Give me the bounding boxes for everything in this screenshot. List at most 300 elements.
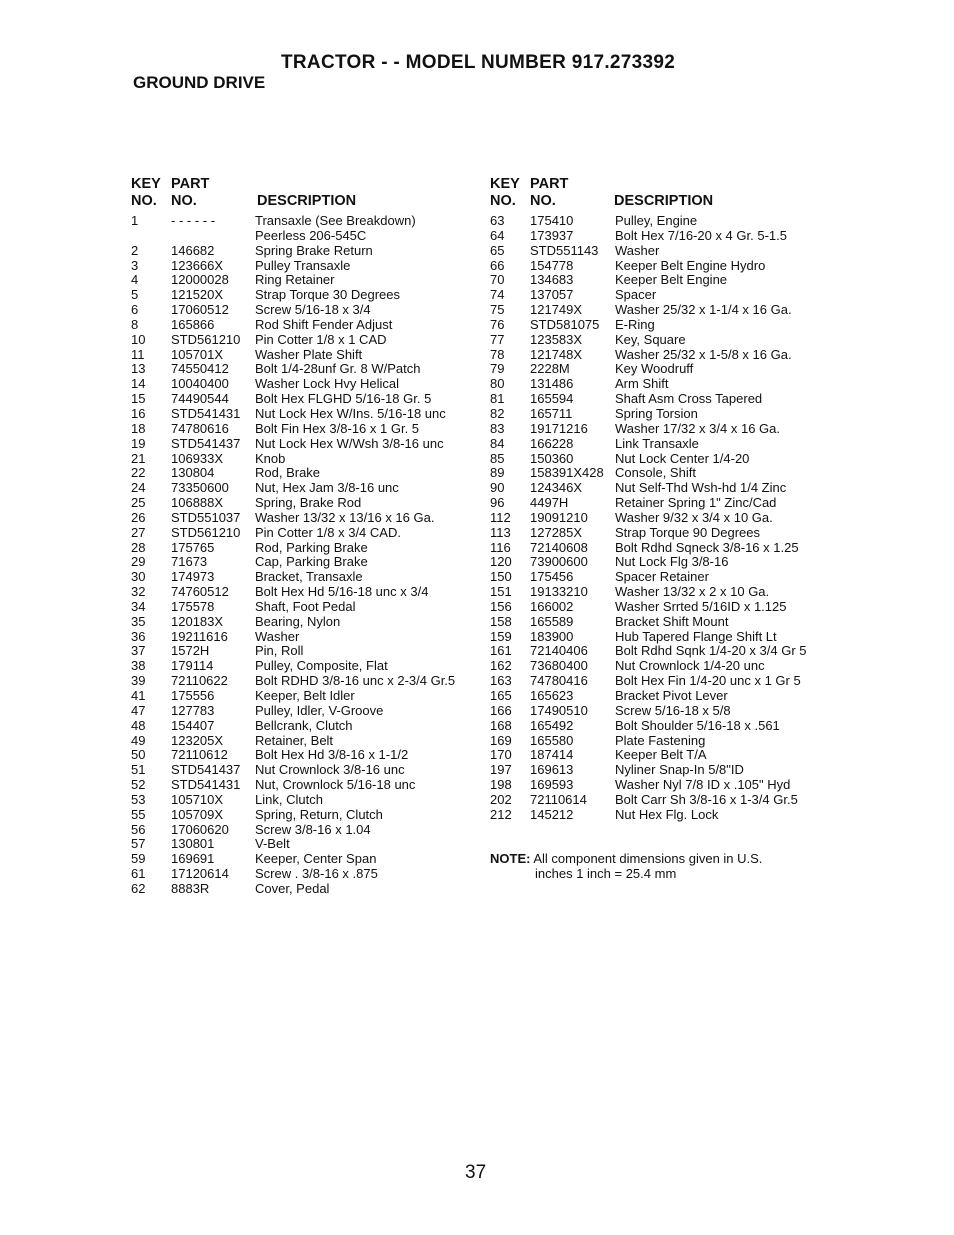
description-header: DESCRIPTION [257, 193, 357, 209]
part-description: Screw 5/16-18 x 3/4 [255, 302, 371, 318]
key-number: 75 [490, 302, 505, 318]
part-description: Nut Lock Center 1/4-20 [615, 450, 750, 466]
part-row [131, 541, 476, 556]
part-row [131, 778, 476, 793]
part-row [131, 259, 476, 274]
key-number: 14 [131, 376, 146, 392]
part-row [131, 452, 476, 467]
part-description: Pin Cotter 1/8 x 3/4 CAD. [255, 524, 401, 540]
key-number: 202 [490, 791, 512, 807]
part-row [490, 734, 825, 749]
part-number: 106888X [171, 495, 224, 511]
key-header-bottom: NO. [131, 193, 157, 209]
part-number: 175456 [530, 569, 574, 585]
part-row [490, 496, 825, 511]
part-header-bottom: NO. [171, 193, 197, 209]
key-number: 82 [490, 405, 505, 421]
part-description: Shaft, Foot Pedal [255, 598, 356, 614]
part-number: 106933X [171, 450, 224, 466]
part-row [490, 555, 825, 570]
part-description: Link Transaxle [615, 435, 699, 451]
part-number: - - - - - - [171, 213, 216, 228]
part-number: 165623 [530, 688, 574, 703]
note-line-1: All component dimensions given in U.S. [533, 851, 763, 866]
part-row [131, 348, 476, 363]
part-description: Keeper Belt Engine [615, 272, 728, 288]
part-description: Washer 25/32 x 1-1/4 x 16 Ga. [615, 302, 792, 318]
part-number: 105709X [171, 806, 224, 822]
part-number: 146682 [171, 242, 215, 258]
part-description: Pulley, Idler, V-Groove [255, 702, 384, 718]
key-number: 74 [490, 287, 505, 303]
part-number: 74780416 [530, 673, 588, 689]
page-title: TRACTOR - - MODEL NUMBER 917.273392 [281, 52, 676, 73]
description-header: DESCRIPTION [614, 193, 714, 209]
key-number: 21 [131, 450, 146, 466]
part-number: STD581075 [530, 316, 600, 332]
key-number: 77 [490, 331, 505, 347]
key-number: 168 [490, 717, 512, 733]
part-number: 8883R [171, 880, 210, 896]
part-number: 127285X [530, 524, 583, 540]
part-number: STD561210 [171, 524, 241, 540]
part-number: 4497H [530, 495, 569, 511]
part-row [131, 511, 476, 526]
part-description: Washer 9/32 x 3/4 x 10 Ga. [615, 509, 773, 525]
key-number: 62 [131, 880, 146, 896]
part-number: 1572H [171, 643, 210, 659]
part-description: Washer 13/32 x 2 x 10 Ga. [615, 584, 770, 600]
key-number: 84 [490, 435, 505, 451]
part-description: Keeper Belt Engine Hydro [615, 257, 766, 273]
part-description: Bellcrank, Clutch [255, 717, 353, 733]
part-number: 131486 [530, 376, 574, 392]
part-number: 165711 [530, 405, 573, 421]
key-number: 48 [131, 717, 146, 733]
part-row [131, 273, 476, 288]
key-number: 85 [490, 450, 505, 466]
part-row [131, 852, 476, 867]
key-number: 4 [131, 272, 139, 288]
key-number: 57 [131, 836, 146, 852]
part-number: 127783 [171, 702, 215, 718]
part-number: 74490544 [171, 391, 229, 407]
part-description: Console, Shift [615, 465, 696, 481]
part-row [490, 259, 825, 274]
part-number: 17060512 [171, 302, 229, 318]
part-number: STD551037 [171, 509, 241, 525]
part-number: 166228 [530, 435, 574, 451]
part-row [490, 659, 825, 674]
part-number: 72140406 [530, 643, 588, 659]
part-row [490, 422, 825, 437]
part-description: Rod, Brake [255, 465, 321, 481]
part-row [131, 644, 476, 659]
key-number: 28 [131, 539, 146, 555]
part-number: 74760512 [171, 584, 229, 600]
key-header-top: KEY [131, 176, 161, 192]
part-number: STD541437 [171, 762, 241, 778]
key-number: 22 [131, 465, 146, 481]
part-number: 145212 [530, 806, 574, 822]
part-number: 19171216 [530, 420, 588, 436]
part-row [490, 793, 825, 808]
part-number: STD541431 [171, 405, 241, 421]
key-number: 6 [131, 302, 139, 318]
dimension-note [490, 851, 762, 881]
part-description: Bearing, Nylon [255, 613, 341, 629]
part-description: Bolt Carr Sh 3/8-16 x 1-3/4 Gr.5 [615, 791, 798, 807]
part-number: 73680400 [530, 658, 588, 674]
part-number: 174973 [171, 569, 215, 585]
key-number: 41 [131, 688, 146, 703]
part-description: Washer 17/32 x 3/4 x 16 Ga. [615, 420, 780, 436]
part-description: Strap Torque 30 Degrees [255, 287, 401, 303]
key-number: 65 [490, 242, 505, 258]
key-number: 169 [490, 732, 512, 748]
part-row [131, 377, 476, 392]
key-number: 38 [131, 658, 146, 674]
part-row [490, 303, 825, 318]
part-row [490, 318, 825, 333]
part-description: Nyliner Snap-In 5/8"ID [615, 762, 744, 778]
part-description: Bolt Shoulder 5/16-18 x .561 [615, 717, 780, 733]
part-description: Bracket, Transaxle [255, 569, 363, 585]
part-number: 179114 [171, 658, 214, 674]
part-description: Washer 25/32 x 1-5/8 x 16 Ga. [615, 346, 792, 362]
part-row [131, 630, 476, 645]
part-description: Bolt RDHD 3/8-16 unc x 2-3/4 Gr.5 [255, 673, 456, 689]
part-description: Plate Fastening [615, 732, 706, 748]
key-number: 11 [131, 346, 145, 362]
part-row [490, 273, 825, 288]
part-description: Washer Nyl 7/8 ID x .105" Hyd [615, 777, 791, 793]
part-row [490, 466, 825, 481]
key-number: 27 [131, 524, 146, 540]
part-description: Pulley, Composite, Flat [255, 658, 388, 674]
part-row [490, 585, 825, 600]
part-row [490, 600, 825, 615]
part-row [490, 570, 825, 585]
part-description: Washer Srrted 5/16ID x 1.125 [615, 598, 787, 614]
key-number: 159 [490, 628, 512, 644]
part-row [131, 392, 476, 407]
part-description: Washer Lock Hvy Helical [255, 376, 400, 392]
key-number: 5 [131, 287, 139, 303]
key-header-top: KEY [490, 176, 520, 192]
part-number: 72140608 [530, 539, 588, 555]
part-description: Bracket Shift Mount [615, 613, 729, 629]
part-number: 183900 [530, 628, 574, 644]
key-number: 80 [490, 376, 505, 392]
part-description: Rod Shift Fender Adjust [255, 316, 393, 332]
part-number: STD541431 [171, 777, 241, 793]
part-description: Spacer Retainer [615, 569, 709, 585]
part-number: 105701X [171, 346, 224, 362]
part-description: Ring Retainer [255, 272, 335, 288]
part-description: Screw 5/16-18 x 5/8 [615, 702, 731, 718]
part-row [131, 570, 476, 585]
key-number: 3 [131, 257, 139, 273]
part-number: 105710X [171, 791, 224, 807]
part-description: Spring Brake Return [255, 242, 373, 258]
key-number: 26 [131, 509, 146, 525]
key-number: 66 [490, 257, 505, 273]
part-row [490, 526, 825, 541]
part-row [490, 689, 825, 704]
part-number: 74780616 [171, 420, 229, 436]
part-number: 19091210 [530, 509, 588, 525]
key-number: 70 [490, 272, 505, 288]
part-description: Bolt Hex Fin 1/4-20 unc x 1 Gr 5 [615, 673, 801, 689]
part-number: 175578 [171, 598, 215, 614]
part-row [490, 541, 825, 556]
key-number: 112 [490, 509, 511, 525]
part-row [490, 392, 825, 407]
key-number: 89 [490, 465, 505, 481]
part-number: 123205X [171, 732, 224, 748]
note-line-2: inches 1 inch = 25.4 mm [535, 866, 677, 881]
part-number: 121520X [171, 287, 224, 303]
part-number: 121748X [530, 346, 583, 362]
part-row [131, 882, 476, 897]
key-number: 24 [131, 480, 146, 496]
part-row [131, 823, 476, 838]
key-number: 96 [490, 495, 505, 511]
part-row [131, 867, 476, 882]
part-description: Knob [255, 450, 286, 466]
part-row [490, 229, 825, 244]
key-number: 76 [490, 316, 505, 332]
key-number: 8 [131, 316, 139, 332]
part-description: Rod, Parking Brake [255, 539, 368, 555]
part-description: Washer 13/32 x 13/16 x 16 Ga. [255, 509, 435, 525]
part-description: Keeper Belt T/A [615, 747, 707, 763]
part-number: 169593 [530, 777, 574, 793]
part-number: 169691 [171, 851, 215, 867]
part-number: 74550412 [171, 361, 229, 377]
part-description: Link, Clutch [255, 791, 323, 807]
part-number: 2228M [530, 361, 570, 377]
part-description: Screw . 3/8-16 x .875 [255, 866, 378, 882]
part-number: 158391X428 [530, 465, 604, 481]
part-row [490, 288, 825, 303]
part-number: 72110614 [530, 791, 587, 807]
part-number: 121749X [530, 302, 583, 318]
key-number: 52 [131, 777, 146, 793]
key-number: 47 [131, 702, 146, 718]
key-number: 32 [131, 584, 146, 600]
part-description: E-Ring [615, 316, 655, 332]
part-row [131, 734, 476, 749]
part-description: Bolt Hex 7/16-20 x 4 Gr. 5-1.5 [615, 227, 787, 243]
part-row [490, 644, 825, 659]
part-description: Nut Hex Flg. Lock [615, 806, 719, 822]
part-description: Key Woodruff [615, 361, 694, 377]
part-description: Cap, Parking Brake [255, 554, 368, 570]
part-description: Nut, Crownlock 5/16-18 unc [255, 777, 416, 793]
part-row [490, 333, 825, 348]
key-number: 35 [131, 613, 146, 629]
part-header-top: PART [530, 176, 569, 192]
part-number: STD541437 [171, 435, 241, 451]
key-number: 120 [490, 554, 512, 570]
part-row [131, 763, 476, 778]
part-number: 72110612 [171, 747, 228, 763]
part-row [490, 704, 825, 719]
part-description: Retainer Spring 1" Zinc/Cad [615, 495, 777, 511]
part-row [131, 808, 476, 823]
part-number: 72110622 [171, 673, 228, 689]
part-description: Bolt Fin Hex 3/8-16 x 1 Gr. 5 [255, 420, 420, 436]
part-number: 175410 [530, 213, 574, 228]
part-number: 165580 [530, 732, 574, 748]
key-number: 10 [131, 331, 146, 347]
part-number: 165589 [530, 613, 574, 629]
part-description: Shaft Asm Cross Tapered [615, 391, 763, 407]
part-number: 187414 [530, 747, 574, 763]
key-number: 2 [131, 242, 139, 258]
part-number: 10040400 [171, 376, 229, 392]
part-row [490, 244, 825, 259]
part-row [490, 407, 825, 422]
key-number: 29 [131, 554, 146, 570]
part-row [131, 555, 476, 570]
part-number: 166002 [530, 598, 574, 614]
part-description: Keeper, Belt Idler [255, 688, 355, 703]
key-header-bottom: NO. [490, 193, 516, 209]
part-row [490, 437, 825, 452]
key-number: 212 [490, 806, 512, 822]
note-label: NOTE: [490, 851, 531, 866]
part-number: 130804 [171, 465, 215, 481]
part-number: 134683 [530, 272, 574, 288]
part-row [490, 763, 825, 778]
key-number: 81 [490, 391, 505, 407]
part-number: 19211616 [171, 628, 228, 644]
part-row [490, 748, 825, 763]
key-number: 170 [490, 747, 512, 763]
part-row [131, 600, 476, 615]
part-number: STD561210 [171, 331, 241, 347]
key-number: 34 [131, 598, 146, 614]
part-description: Nut Lock Hex W/Ins. 5/16-18 unc [255, 405, 446, 421]
part-number: 17490510 [530, 702, 588, 718]
section-title: GROUND DRIVE [133, 73, 266, 92]
page-number: 37 [465, 1162, 487, 1183]
part-description: Spring, Return, Clutch [255, 806, 383, 822]
part-row [131, 837, 476, 852]
part-description: Retainer, Belt [255, 732, 334, 748]
part-row [131, 689, 476, 704]
part-number: 123666X [171, 257, 224, 273]
part-row [131, 793, 476, 808]
part-row [131, 214, 476, 229]
key-number: 163 [490, 673, 512, 689]
part-row [131, 585, 476, 600]
part-number: 124346X [530, 480, 583, 496]
part-row [131, 407, 476, 422]
key-number: 63 [490, 213, 505, 228]
key-number: 151 [490, 584, 512, 600]
key-number: 113 [490, 524, 511, 540]
key-number: 39 [131, 673, 146, 689]
part-row [490, 377, 825, 392]
key-number: 59 [131, 851, 146, 867]
part-description: Key, Square [615, 331, 686, 347]
key-number: 64 [490, 227, 505, 243]
part-number: 17060620 [171, 821, 229, 837]
part-description: Nut Lock Flg 3/8-16 [615, 554, 729, 570]
key-number: 51 [131, 762, 146, 778]
part-row [490, 214, 825, 229]
part-description: Pin, Roll [255, 643, 304, 659]
key-number: 56 [131, 821, 146, 837]
part-description: Bracket Pivot Lever [615, 688, 728, 703]
part-number: 154407 [171, 717, 215, 733]
part-number: 165594 [530, 391, 574, 407]
part-number: 150360 [530, 450, 574, 466]
key-number: 90 [490, 480, 505, 496]
key-number: 49 [131, 732, 146, 748]
part-number: STD551143 [530, 242, 599, 258]
key-number: 83 [490, 420, 505, 436]
key-number: 18 [131, 420, 146, 436]
part-number: 137057 [530, 287, 574, 303]
key-number: 36 [131, 628, 146, 644]
part-description: Cover, Pedal [255, 880, 330, 896]
part-number: 173937 [530, 227, 574, 243]
part-description: Bolt Hex Hd 3/8-16 x 1-1/2 [255, 747, 409, 763]
part-description: Nut Crownlock 1/4-20 unc [615, 658, 765, 674]
key-number: 78 [490, 346, 505, 362]
part-description: Pulley Transaxle [255, 257, 351, 273]
parts-list-left [131, 176, 476, 897]
part-description: Washer Plate Shift [255, 346, 363, 362]
part-description: Bolt Rdhd Sqneck 3/8-16 x 1.25 [615, 539, 799, 555]
part-row [131, 496, 476, 511]
part-description: V-Belt [255, 836, 290, 852]
part-row [490, 348, 825, 363]
part-number: 12000028 [171, 272, 229, 288]
key-number: 19 [131, 435, 146, 451]
part-number: 19133210 [530, 584, 588, 600]
key-number: 15 [131, 391, 146, 407]
key-number: 1 [131, 213, 139, 228]
part-row [131, 422, 476, 437]
key-number: 13 [131, 361, 146, 377]
key-number: 162 [490, 658, 512, 674]
part-row [131, 719, 476, 734]
key-number: 197 [490, 762, 512, 778]
part-number: 71673 [171, 554, 208, 570]
part-row [490, 808, 825, 823]
part-row [131, 437, 476, 452]
key-number: 55 [131, 806, 146, 822]
part-row [131, 318, 476, 333]
part-row [131, 303, 476, 318]
part-number: 73350600 [171, 480, 229, 496]
key-number: 30 [131, 569, 146, 585]
part-row [490, 362, 825, 377]
part-description: Arm Shift [615, 376, 669, 392]
key-number: 25 [131, 495, 146, 511]
key-number: 37 [131, 643, 146, 659]
key-number: 198 [490, 777, 512, 793]
part-row [490, 615, 825, 630]
part-row [490, 674, 825, 689]
key-number: 61 [131, 866, 146, 882]
